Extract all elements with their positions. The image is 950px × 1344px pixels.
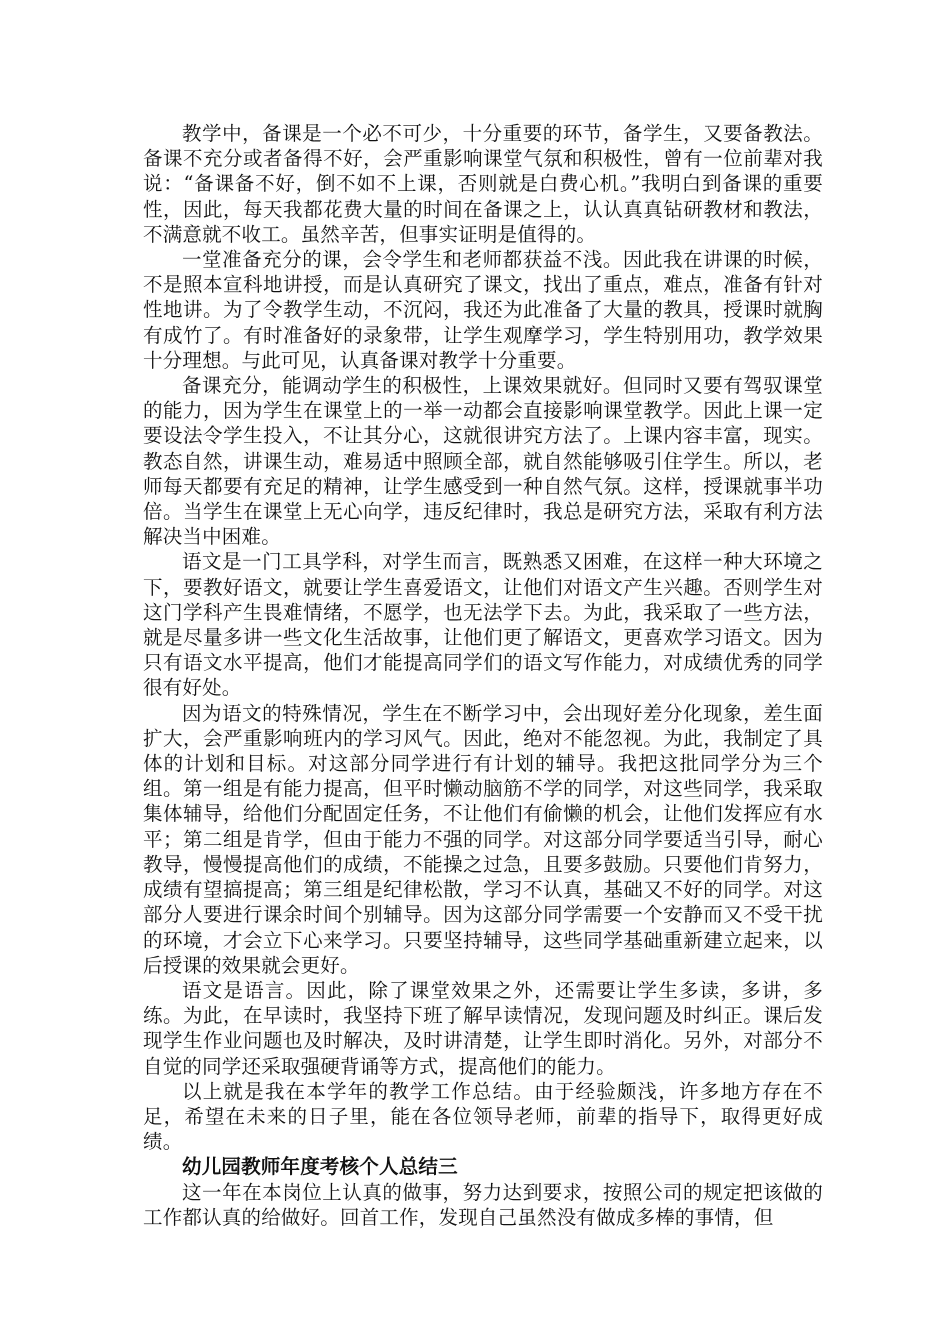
paragraph-year-review: 这一年在本岗位上认真的做事，努力达到要求，按照公司的规定把该做的工作都认真的给做好。回首工作，发现自己虽然没有做成多棒的事情，但 (143, 1180, 823, 1229)
paragraph-tutoring-groups: 因为语文的特殊情况，学生在不断学习中，会出现好差分化现象，差生面扩大，会严重影响班内的学习风气。因此，绝对不能忽视。为此，我制定了具体的计划和目标。对这部分同学进行有计划的辅导。我把这批同学分为三个组。第一组是有能力提高，但平时懒动脑筋不学的同学，对这些同学，我采取集体辅导，给他们分配固定任务，不让他们有偷懒的机会，让他们发挥应有水平；第二组是肯学，但由于能力不强的同学。对这部分同学要适当引导，耐心教导，慢慢提高他们的成绩，不能操之过急，且要多鼓励。只要他们肯努力，成绩有望搞提高；第三组是纪律松散，学习不认真，基础又不好的同学。对这部分人要进行课余时间个别辅导。因为这部分同学需要一个安静而又不受干扰的环境，才会立下心来学习。只要坚持辅导，这些同学基础重新建立起来，以后授课的效果就会更好。 (143, 701, 823, 977)
paragraph-chinese-interest: 语文是一门工具学科，对学生而言，既熟悉又困难，在这样一种大环境之下，要教好语文，就要让学生喜爱语文，让他们对语文产生兴趣。否则学生对这门学科产生畏难情绪，不愿学，也无法学下去。为此，我采取了一些方法，就是尽量多讲一些文化生活故事，让他们更了解语文，更喜欢学习语文。因为只有语文水平提高，他们才能提高同学们的语文写作能力，对成绩优秀的同学很有好处。 (143, 550, 823, 700)
document-body (143, 121, 823, 1230)
paragraph-language-practice: 语文是语言。因此，除了课堂效果之外，还需要让学生多读，多讲，多练。为此，在早读时，我坚持下班了解早读情况，发现问题及时纠正。课后发现学生作业问题也及时解决，及时讲清楚，让学生即时消化。另外，对部分不自觉的同学还采取强硬背诵等方式，提高他们的能力。 (143, 978, 823, 1078)
paragraph-well-prepared-class: 一堂准备充分的课，会令学生和老师都获益不浅。因此我在讲课的时候，不是照本宣科地讲授，而是认真研究了课文，找出了重点，难点，准备有针对性地讲。为了令教学生动，不沉闷，我还为此准备了大量的教具，授课时就胸有成竹了。有时准备好的录象带，让学生观摩学习，学生特别用功，教学效果十分理想。与此可见，认真备课对教学十分重要。 (143, 248, 823, 372)
paragraph-lesson-prep: 教学中，备课是一个必不可少，十分重要的环节，备学生，又要备教法。备课不充分或者备得不好，会严重影响课堂气氛和积极性，曾有一位前辈对我说：“备课备不好，倒不如不上课，否则就是白费心机。”我明白到备课的重要性，因此，每天我都花费大量的时间在备课之上，认认真真钻研教材和教法，不满意就不收工。虽然辛苦，但事实证明是值得的。 (143, 122, 823, 246)
paragraph-classroom-control: 备课充分，能调动学生的积极性，上课效果就好。但同时又要有驾驭课堂的能力，因为学生在课堂上的一举一动都会直接影响课堂教学。因此上课一定要设法令学生投入，不让其分心，这就很讲究方法了。上课内容丰富，现实。教态自然，讲课生动，难易适中照顾全部，就自然能够吸引住学生。所以，老师每天都要有充足的精神，让学生感受到一种自然气氛。这样，授课就事半功倍。当学生在课堂上无心向学，违反纪律时，我总是研究方法，采取有利方法解决当中困难。 (143, 374, 823, 549)
paragraph-conclusion: 以上就是我在本学年的教学工作总结。由于经验颇浅，许多地方存在不足，希望在未来的日子里，能在各位领导老师，前辈的指导下，取得更好成绩。 (143, 1079, 823, 1154)
section-heading: 幼儿园教师年度考核个人总结三 (182, 1155, 458, 1179)
